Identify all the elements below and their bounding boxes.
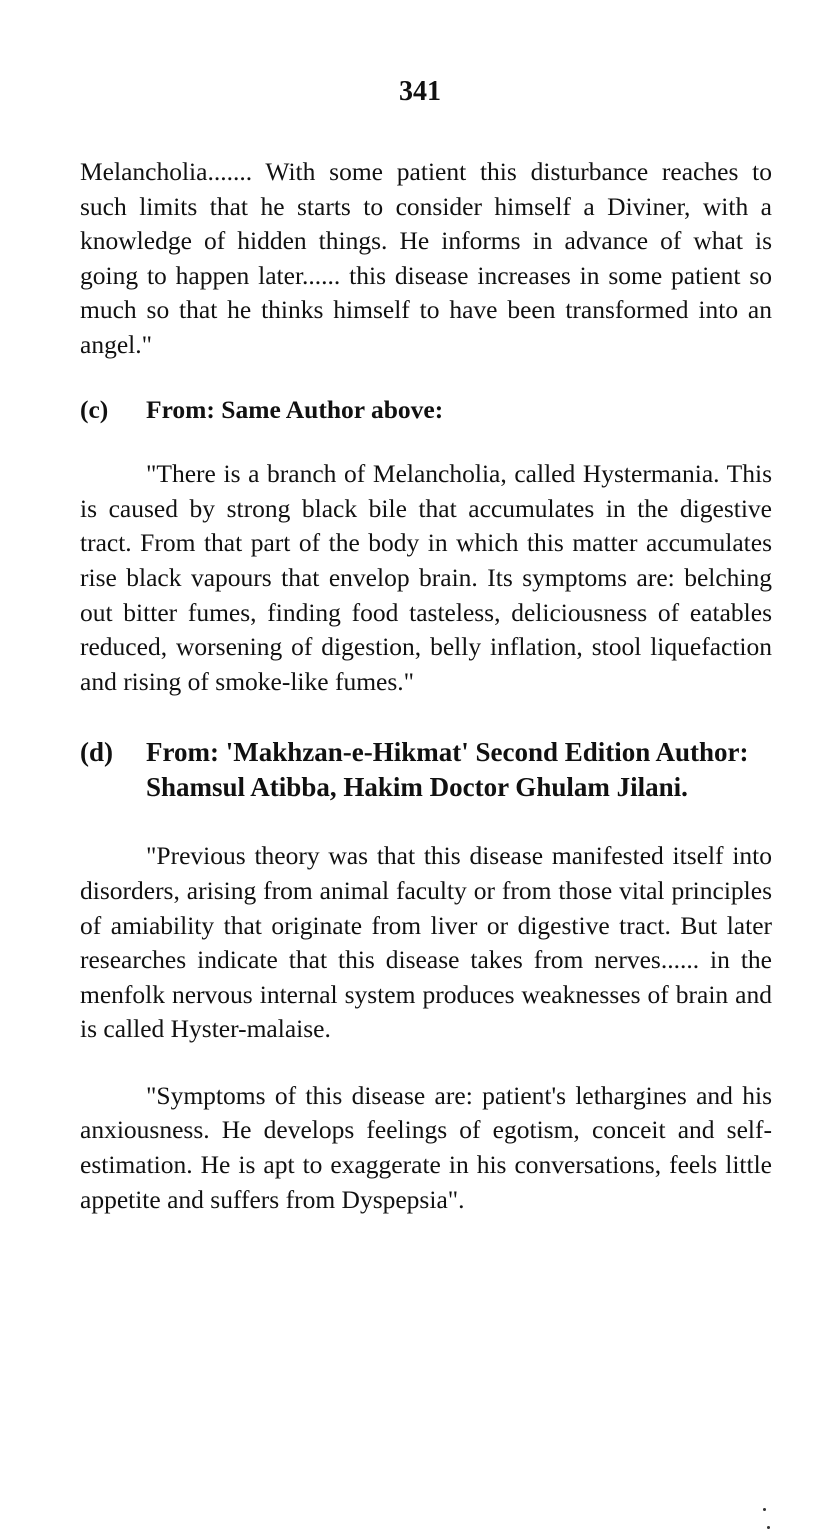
section-label-c: (c) — [80, 394, 109, 424]
section-heading-c — [80, 393, 772, 428]
section-label-d: (d) — [80, 737, 113, 768]
section-title-d: From: 'Makhzan-e-Hikmat' Second Edition Author: Shamsul Atibba, Hakim Doctor Ghulam Jilani. — [146, 737, 749, 803]
page-content — [80, 155, 772, 1217]
paragraph-symptoms: "Symptoms of this disease are: patient's lethargines and his anxiousness. He develops feelings of egotism, conceit and self-estimation. He is apt to exaggerate in his conversations, feels little appetite and suffers from Dyspepsia". — [80, 1080, 772, 1214]
scan-speck — [763, 1508, 766, 1511]
page-number: 341 — [399, 76, 441, 107]
paragraph-hystermania: "There is a branch of Melancholia, called Hystermania. This is caused by strong black bile that accumulates in the digestive tract. From that part of the body in which this matter accumulates rise black vapours that envelop brain. Its symptoms are: belching out bitter fumes, finding food tasteless, deliciousness of eatables reduced, worsening of digestion, belly inflation, stool liquefaction and rising of smoke-like fumes." — [80, 459, 772, 696]
scan-speck — [767, 1526, 770, 1529]
section-title-c: From: Same Author above: — [146, 394, 444, 424]
section-heading-d — [80, 735, 772, 805]
paragraph-previous-theory: "Previous theory was that this disease manifested itself into disorders, arising from animal faculty or from those vital principles of amiability that originate from liver or digestive tract. But later researches indicate that this disease takes from nerves...... in the menfolk nervous internal system produces weaknesses of brain and is called Hyster-malaise. — [80, 841, 772, 1044]
paragraph-melancholia-continued: Melancholia....... With some patient this disturbance reaches to such limits that he starts to consider himself a Diviner, with a knowledge of hidden things. He informs in advance of what is going to happen later...... this disease increases in some patient so much so that he thinks himself to have been transformed into an angel." — [80, 157, 772, 359]
